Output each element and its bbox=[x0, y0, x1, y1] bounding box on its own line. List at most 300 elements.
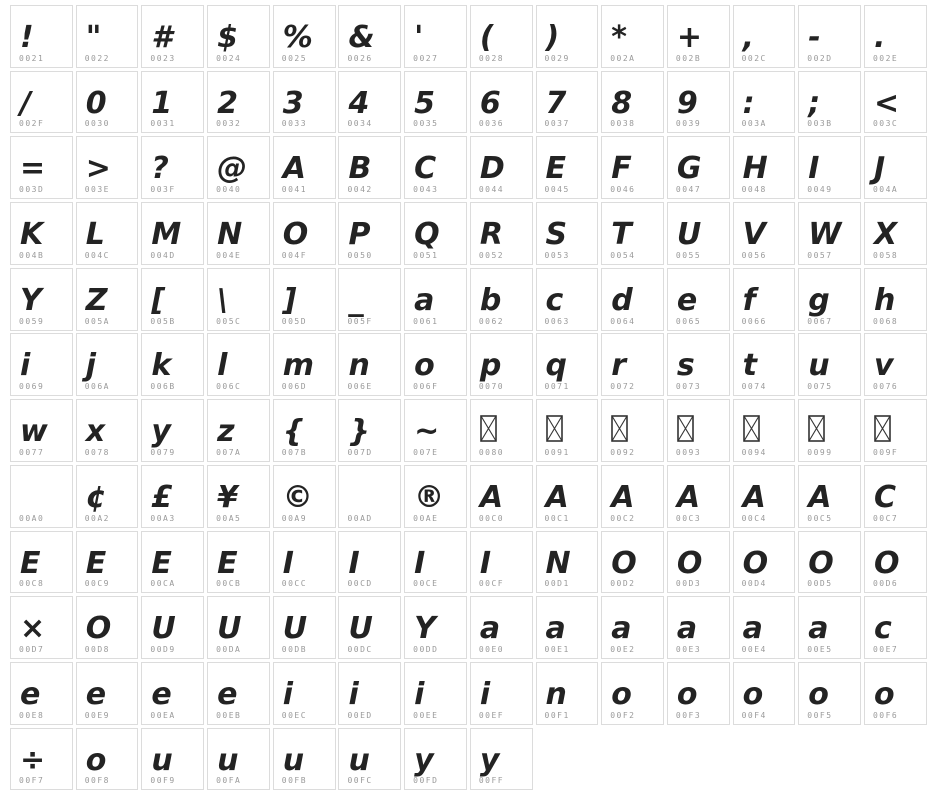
glyph bbox=[676, 203, 727, 253]
codepoint-label: 0068 bbox=[872, 316, 899, 326]
glyph-character: e bbox=[20, 676, 41, 712]
codepoint-label: 003D bbox=[19, 185, 45, 195]
glyph bbox=[677, 466, 727, 513]
glyph-character: ~ bbox=[414, 414, 440, 450]
codepoint-label: 0055 bbox=[675, 250, 702, 260]
glyph-character: u bbox=[282, 742, 305, 778]
glyph bbox=[282, 400, 333, 450]
glyph-character: i bbox=[282, 676, 294, 712]
glyph-cell-00C2 bbox=[601, 465, 664, 528]
glyph bbox=[283, 663, 333, 710]
glyph-character: o bbox=[808, 676, 829, 712]
glyph-character: " bbox=[85, 20, 102, 55]
glyph-character: _ bbox=[348, 282, 364, 318]
glyph bbox=[348, 400, 398, 450]
codepoint-label: 00E4 bbox=[741, 644, 767, 654]
glyph-character: Y bbox=[20, 282, 42, 318]
glyph-cell-00C1 bbox=[536, 465, 599, 528]
codepoint-label: 002E bbox=[872, 53, 899, 63]
glyph-character: A bbox=[282, 151, 306, 187]
glyph-character: l bbox=[217, 348, 228, 384]
glyph bbox=[20, 72, 70, 119]
codepoint-label: 00F3 bbox=[675, 710, 702, 720]
codepoint-label: 0023 bbox=[150, 53, 176, 63]
codepoint-label: 006C bbox=[216, 382, 242, 392]
glyph-character: G bbox=[676, 151, 702, 187]
glyph bbox=[217, 203, 267, 253]
glyph-cell-005A bbox=[76, 268, 139, 331]
glyph-cell-00FA bbox=[207, 728, 270, 791]
glyph-cell-0064 bbox=[601, 268, 664, 331]
codepoint-label: 00EB bbox=[216, 710, 242, 720]
glyph-cell-00C5 bbox=[798, 465, 861, 528]
codepoint-label: 00D3 bbox=[675, 579, 702, 589]
glyph-character: & bbox=[348, 20, 375, 55]
glyph-cell-0091 bbox=[536, 399, 599, 462]
codepoint-label: 0092 bbox=[610, 447, 636, 457]
glyph bbox=[86, 729, 136, 776]
glyph bbox=[479, 334, 530, 384]
glyph bbox=[151, 400, 201, 450]
glyph-cell-0061 bbox=[404, 268, 467, 331]
glyph-character: S bbox=[545, 217, 568, 253]
glyph-character: u bbox=[151, 742, 173, 778]
glyph-character: A bbox=[545, 479, 569, 515]
codepoint-label: 00EE bbox=[413, 710, 439, 720]
glyph-character: . bbox=[873, 20, 886, 55]
glyph-cell-00F7 bbox=[10, 728, 73, 791]
glyph-cell-00DA bbox=[207, 596, 270, 659]
glyph-character: i bbox=[414, 676, 425, 712]
glyph-character: d bbox=[611, 282, 633, 318]
glyph bbox=[414, 6, 464, 53]
glyph-character: } bbox=[348, 414, 370, 450]
missing-glyph-icon bbox=[677, 400, 727, 447]
glyph-cell-0024 bbox=[207, 5, 270, 68]
codepoint-label: 00C3 bbox=[675, 513, 702, 523]
glyph-character: R bbox=[479, 217, 503, 253]
codepoint-label: 0022 bbox=[84, 53, 110, 63]
glyph-character: + bbox=[676, 20, 703, 55]
codepoint-label: 00CE bbox=[413, 579, 439, 589]
glyph-character: © bbox=[282, 479, 313, 515]
glyph-cell-0078 bbox=[76, 399, 139, 462]
codepoint-label: 00A3 bbox=[150, 513, 176, 523]
glyph bbox=[217, 729, 267, 776]
glyph bbox=[20, 597, 70, 647]
glyph bbox=[348, 72, 398, 119]
glyph-cell-002D bbox=[798, 5, 861, 68]
glyph-character: Z bbox=[85, 282, 108, 318]
codepoint-label: 0066 bbox=[741, 316, 767, 326]
glyph-cell-00F3 bbox=[667, 662, 730, 725]
glyph-character: 2 bbox=[217, 85, 238, 121]
glyph-character: s bbox=[676, 348, 695, 384]
glyph-character: o bbox=[85, 742, 107, 778]
glyph-character: ® bbox=[414, 479, 445, 515]
glyph bbox=[348, 137, 398, 187]
glyph-cell-0030 bbox=[76, 71, 139, 134]
codepoint-label: 0028 bbox=[478, 53, 505, 63]
glyph-character: t bbox=[742, 348, 757, 384]
codepoint-label: 0052 bbox=[478, 250, 505, 260]
glyph-character: i bbox=[479, 676, 491, 712]
glyph bbox=[283, 532, 333, 579]
glyph-cell-00F4 bbox=[733, 662, 796, 725]
glyph-cell-00F9 bbox=[141, 728, 204, 791]
glyph-cell-0069 bbox=[10, 333, 73, 396]
codepoint-label: 00A2 bbox=[84, 513, 110, 523]
glyph bbox=[676, 597, 727, 647]
glyph-character: X bbox=[873, 217, 898, 253]
glyph-character: E bbox=[545, 151, 566, 187]
codepoint-label: 002F bbox=[19, 119, 45, 129]
codepoint-label: 005F bbox=[347, 316, 373, 326]
glyph-character: K bbox=[20, 217, 44, 253]
glyph bbox=[545, 137, 596, 187]
glyph-character: u bbox=[808, 348, 830, 384]
glyph-cell-0063 bbox=[536, 268, 599, 331]
codepoint-label: 00E0 bbox=[478, 644, 505, 654]
glyph bbox=[611, 334, 661, 384]
glyph-character: o bbox=[414, 348, 435, 384]
glyph-cell-0032 bbox=[207, 71, 270, 134]
glyph-cell-006B bbox=[141, 333, 204, 396]
codepoint-label: 007D bbox=[347, 447, 373, 457]
glyph-character: - bbox=[808, 20, 821, 55]
codepoint-label: 00FD bbox=[413, 776, 439, 786]
glyph-character: \ bbox=[217, 282, 229, 318]
glyph bbox=[677, 663, 727, 710]
glyph bbox=[480, 532, 530, 579]
glyph-cell-0039 bbox=[667, 71, 730, 134]
glyph-character: a bbox=[808, 611, 829, 647]
glyph-cell-005D bbox=[273, 268, 336, 331]
glyph-character: , bbox=[742, 20, 754, 55]
codepoint-label: 002B bbox=[675, 53, 702, 63]
codepoint-label: 006A bbox=[84, 382, 110, 392]
glyph bbox=[677, 6, 727, 53]
glyph-cell-00D3 bbox=[667, 531, 730, 594]
codepoint-label: 005D bbox=[281, 316, 308, 326]
glyph bbox=[743, 269, 793, 316]
glyph bbox=[20, 203, 70, 253]
codepoint-label: 006F bbox=[413, 382, 439, 392]
glyph-character: I bbox=[414, 545, 426, 581]
glyph-character: E bbox=[20, 545, 41, 581]
glyph-cell-0075 bbox=[798, 333, 861, 396]
glyph bbox=[348, 203, 398, 253]
codepoint-label: 00CC bbox=[281, 579, 308, 589]
glyph-character: Q bbox=[414, 217, 440, 253]
codepoint-label: 0054 bbox=[610, 250, 636, 260]
glyph bbox=[283, 729, 333, 776]
glyph-character: O bbox=[282, 217, 309, 253]
glyph-cell-0058 bbox=[864, 202, 927, 265]
glyph-cell-00DD bbox=[404, 596, 467, 659]
glyph bbox=[676, 137, 727, 187]
glyph-character: 3 bbox=[282, 85, 304, 121]
glyph bbox=[151, 597, 201, 647]
codepoint-label: 00F8 bbox=[84, 776, 110, 786]
glyph-character: c bbox=[873, 611, 892, 647]
glyph bbox=[85, 203, 136, 253]
glyph-character: T bbox=[611, 217, 632, 253]
glyph-cell-00C8 bbox=[10, 531, 73, 594]
glyph bbox=[414, 729, 464, 776]
codepoint-label: 0058 bbox=[872, 250, 899, 260]
glyph-cell-0029 bbox=[536, 5, 599, 68]
glyph bbox=[348, 6, 398, 53]
codepoint-label: 00C9 bbox=[84, 579, 110, 589]
glyph-character: ¢ bbox=[85, 479, 107, 515]
codepoint-label: 003E bbox=[84, 185, 110, 195]
glyph-cell-00D2 bbox=[601, 531, 664, 594]
glyph-cell-0094 bbox=[733, 399, 796, 462]
codepoint-label: 00CF bbox=[478, 579, 505, 589]
codepoint-label: 0039 bbox=[675, 119, 702, 129]
glyph-character: o bbox=[873, 676, 895, 712]
codepoint-label: 0059 bbox=[19, 316, 45, 326]
codepoint-label: 0067 bbox=[807, 316, 833, 326]
glyph bbox=[479, 137, 530, 187]
glyph bbox=[151, 6, 201, 53]
glyph bbox=[742, 203, 793, 253]
codepoint-label: 00F7 bbox=[19, 776, 45, 786]
glyph-cell-00CA bbox=[141, 531, 204, 594]
glyph-cell-0054 bbox=[601, 202, 664, 265]
glyph-character: 7 bbox=[545, 85, 567, 121]
codepoint-label: 002C bbox=[741, 53, 767, 63]
glyph-character: I bbox=[479, 545, 491, 581]
codepoint-label: 00C5 bbox=[807, 513, 833, 523]
glyph-cell-00FF bbox=[470, 728, 533, 791]
glyph bbox=[282, 203, 333, 253]
glyph-character: < bbox=[873, 85, 900, 121]
glyph bbox=[743, 72, 793, 119]
glyph-character: u bbox=[217, 742, 239, 778]
glyph-cell-00CB bbox=[207, 531, 270, 594]
glyph-character: : bbox=[742, 85, 755, 121]
glyph bbox=[611, 466, 661, 513]
codepoint-label: 00EF bbox=[478, 710, 505, 720]
glyph-character: [ bbox=[151, 282, 166, 318]
glyph bbox=[20, 663, 70, 710]
glyph bbox=[480, 729, 530, 776]
glyph-cell-0047 bbox=[667, 136, 730, 199]
glyph-character: ' bbox=[414, 20, 424, 55]
glyph-character: # bbox=[151, 20, 173, 55]
glyph-cell-0066 bbox=[733, 268, 796, 331]
glyph-character: f bbox=[742, 282, 756, 318]
glyph-cell-00CF bbox=[470, 531, 533, 594]
glyph bbox=[479, 203, 530, 253]
glyph-cell-00FC bbox=[338, 728, 401, 791]
codepoint-label: 0073 bbox=[675, 382, 702, 392]
codepoint-label: 0034 bbox=[347, 119, 373, 129]
glyph-cell-0033 bbox=[273, 71, 336, 134]
codepoint-label: 00E1 bbox=[544, 644, 570, 654]
glyph bbox=[85, 334, 136, 384]
glyph-cell-004C bbox=[76, 202, 139, 265]
codepoint-label: 0094 bbox=[741, 447, 767, 457]
glyph bbox=[611, 269, 661, 316]
glyph-cell-00EA bbox=[141, 662, 204, 725]
missing-glyph-icon bbox=[480, 400, 530, 447]
glyph bbox=[283, 269, 333, 316]
missing-glyph-icon bbox=[874, 400, 924, 447]
glyph bbox=[874, 6, 924, 53]
glyph-character: ] bbox=[282, 282, 297, 318]
glyph-character: P bbox=[348, 217, 371, 253]
missing-glyph-icon bbox=[546, 400, 596, 447]
glyph-cell-00E9 bbox=[76, 662, 139, 725]
glyph-character: I bbox=[348, 545, 360, 581]
codepoint-label: 00D6 bbox=[872, 579, 899, 589]
glyph-cell-0038 bbox=[601, 71, 664, 134]
glyph-character: y bbox=[414, 742, 434, 778]
glyph bbox=[611, 137, 661, 187]
glyph bbox=[348, 597, 398, 647]
glyph bbox=[217, 597, 267, 647]
glyph bbox=[86, 663, 136, 710]
codepoint-label: 005B bbox=[150, 316, 176, 326]
glyph-cell-00ED bbox=[338, 662, 401, 725]
codepoint-label: 004B bbox=[19, 250, 45, 260]
codepoint-label: 0051 bbox=[413, 250, 439, 260]
glyph-character: m bbox=[282, 348, 315, 384]
codepoint-label: 00F1 bbox=[544, 710, 570, 720]
codepoint-label: 00F9 bbox=[150, 776, 176, 786]
glyph bbox=[611, 663, 661, 710]
codepoint-label: 0099 bbox=[807, 447, 833, 457]
glyph-cell-00E2 bbox=[601, 596, 664, 659]
glyph-character: a bbox=[611, 611, 632, 647]
glyph-character: z bbox=[217, 414, 235, 450]
glyph-cell-007E bbox=[404, 399, 467, 462]
glyph bbox=[151, 663, 201, 710]
glyph bbox=[151, 137, 201, 187]
glyph-character: c bbox=[545, 282, 564, 318]
glyph-character: O bbox=[808, 545, 834, 581]
codepoint-label: 0093 bbox=[675, 447, 702, 457]
glyph bbox=[677, 72, 727, 119]
codepoint-label: 00FA bbox=[216, 776, 242, 786]
glyph bbox=[282, 334, 333, 384]
codepoint-label: 00C4 bbox=[741, 513, 767, 523]
glyph-character: n bbox=[545, 676, 567, 712]
codepoint-label: 0025 bbox=[281, 53, 308, 63]
glyph bbox=[283, 6, 333, 53]
codepoint-label: 0041 bbox=[281, 185, 308, 195]
glyph-character: a bbox=[545, 611, 566, 647]
glyph-character: y bbox=[479, 742, 500, 778]
glyph-cell-0053 bbox=[536, 202, 599, 265]
glyph-character: U bbox=[151, 611, 176, 647]
codepoint-label: 0077 bbox=[19, 447, 45, 457]
codepoint-label: 0053 bbox=[544, 250, 570, 260]
glyph-cell-007A bbox=[207, 399, 270, 462]
glyph bbox=[348, 334, 398, 384]
codepoint-label: 003A bbox=[741, 119, 767, 129]
glyph-character: x bbox=[85, 414, 106, 450]
codepoint-label: 00C1 bbox=[544, 513, 570, 523]
codepoint-label: 00EC bbox=[281, 710, 308, 720]
glyph-character: E bbox=[217, 545, 238, 581]
codepoint-label: 0065 bbox=[675, 316, 702, 326]
codepoint-label: 0080 bbox=[478, 447, 505, 457]
codepoint-label: 00E3 bbox=[675, 644, 702, 654]
glyph-cell-00A0 bbox=[10, 465, 73, 528]
glyph bbox=[414, 400, 464, 450]
glyph-cell-0050 bbox=[338, 202, 401, 265]
glyph bbox=[86, 466, 136, 513]
codepoint-label: 0078 bbox=[84, 447, 110, 457]
glyph-cell-0041 bbox=[273, 136, 336, 199]
glyph bbox=[151, 72, 201, 119]
glyph-character: U bbox=[282, 611, 308, 647]
codepoint-label: 0026 bbox=[347, 53, 373, 63]
codepoint-label: 00DA bbox=[216, 644, 242, 654]
glyph-cell-005B bbox=[141, 268, 204, 331]
codepoint-label: 0027 bbox=[413, 53, 439, 63]
glyph-cell-003A bbox=[733, 71, 796, 134]
glyph-character: W bbox=[808, 217, 842, 253]
glyph-character: N bbox=[217, 217, 243, 253]
glyph-cell-0023 bbox=[141, 5, 204, 68]
codepoint-label: 0036 bbox=[478, 119, 505, 129]
glyph bbox=[808, 6, 858, 53]
codepoint-label: 006B bbox=[150, 382, 176, 392]
codepoint-label: 0049 bbox=[807, 185, 833, 195]
codepoint-label: 0075 bbox=[807, 382, 833, 392]
codepoint-label: 0063 bbox=[544, 316, 570, 326]
glyph-character: 5 bbox=[414, 85, 435, 121]
codepoint-label: 00FC bbox=[347, 776, 373, 786]
glyph-character: e bbox=[676, 282, 698, 318]
glyph-cell-00D7 bbox=[10, 596, 73, 659]
glyph-cell-002E bbox=[864, 5, 927, 68]
glyph-character: i bbox=[348, 676, 359, 712]
codepoint-label: 006E bbox=[347, 382, 373, 392]
glyph-character: b bbox=[479, 282, 502, 318]
glyph-character: F bbox=[611, 151, 632, 187]
glyph-cell-0068 bbox=[864, 268, 927, 331]
codepoint-label: 0030 bbox=[84, 119, 110, 129]
glyph-cell-00E1 bbox=[536, 596, 599, 659]
codepoint-label: 0029 bbox=[544, 53, 570, 63]
glyph-cell-0055 bbox=[667, 202, 730, 265]
glyph-character: N bbox=[545, 545, 571, 581]
codepoint-label: 007B bbox=[281, 447, 308, 457]
glyph-cell-003F bbox=[141, 136, 204, 199]
codepoint-label: 0021 bbox=[19, 53, 45, 63]
glyph bbox=[348, 466, 398, 513]
glyph-cell-00C7 bbox=[864, 465, 927, 528]
glyph bbox=[283, 466, 333, 513]
glyph bbox=[282, 137, 333, 187]
glyph-cell-00A2 bbox=[76, 465, 139, 528]
glyph bbox=[151, 466, 201, 513]
glyph-cell-00E4 bbox=[733, 596, 796, 659]
codepoint-label: 00A0 bbox=[19, 513, 45, 523]
glyph-cell-006D bbox=[273, 333, 336, 396]
glyph-cell-0044 bbox=[470, 136, 533, 199]
glyph-cell-00F8 bbox=[76, 728, 139, 791]
glyph-cell-00CC bbox=[273, 531, 336, 594]
codepoint-label: 00C7 bbox=[872, 513, 899, 523]
glyph bbox=[20, 400, 70, 450]
